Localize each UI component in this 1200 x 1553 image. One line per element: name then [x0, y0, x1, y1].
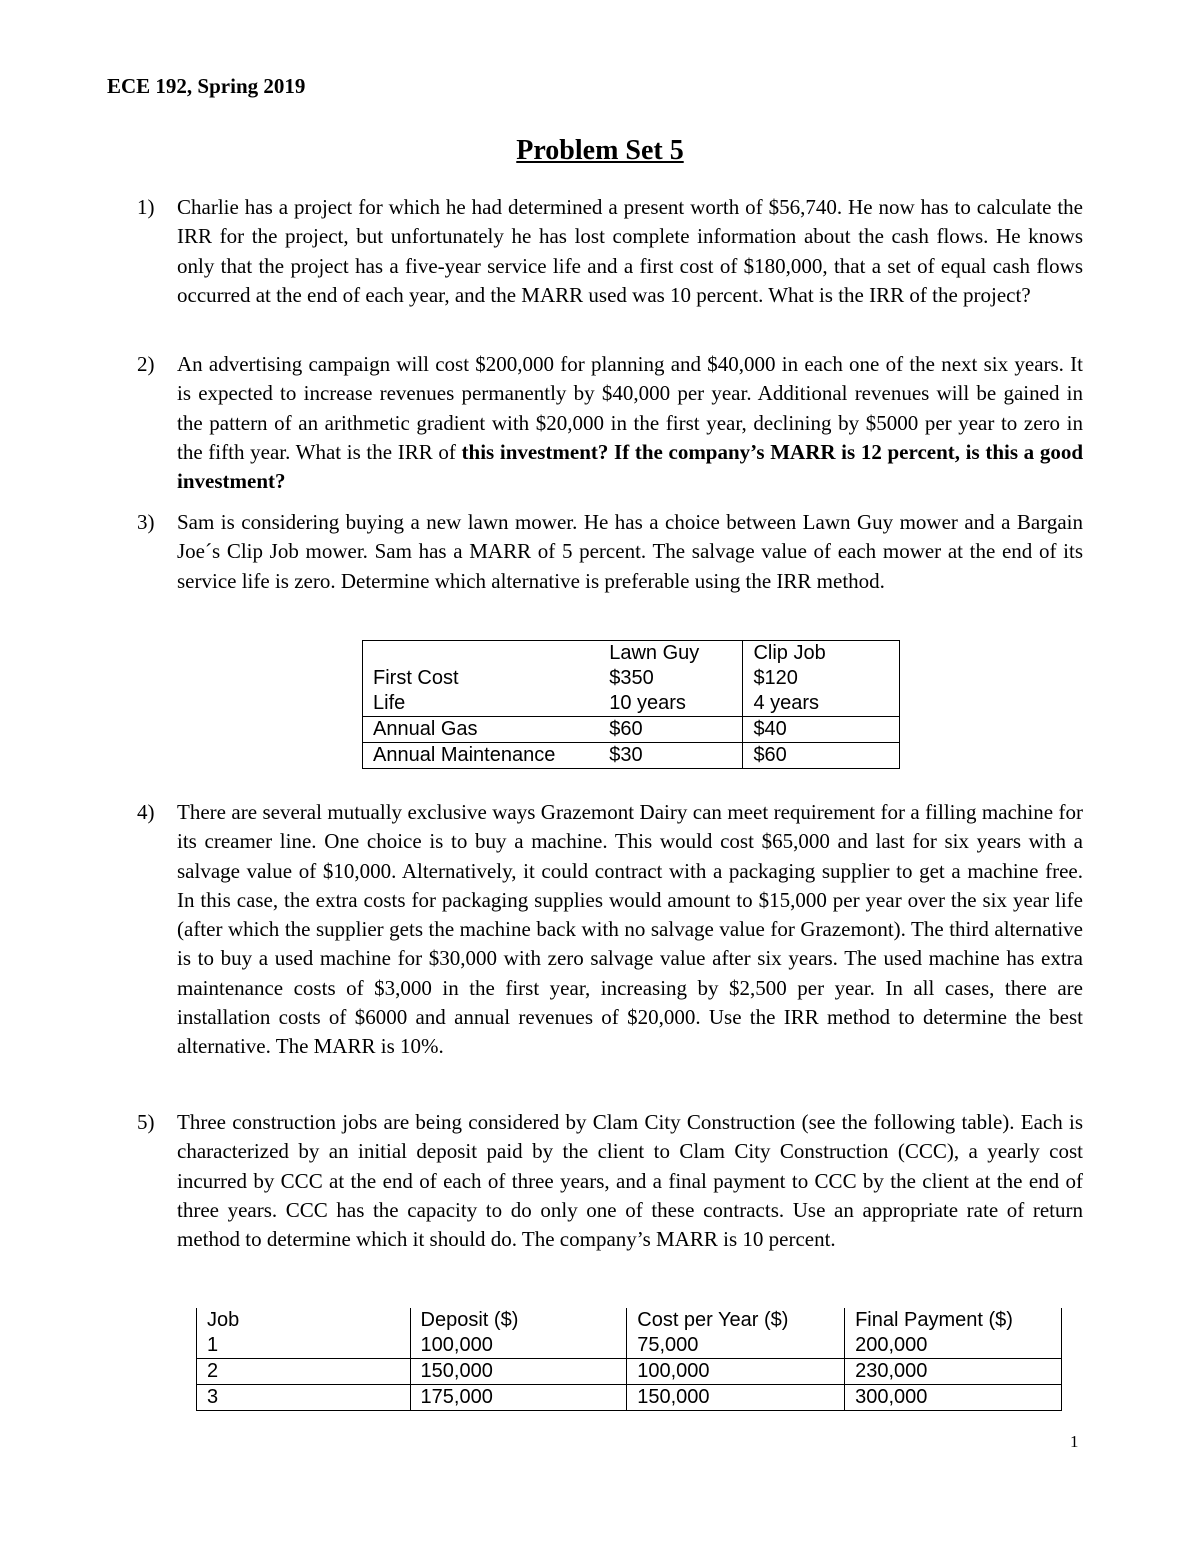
- problem-number: 3): [137, 510, 155, 534]
- problem-number: 2): [137, 352, 155, 376]
- problem-text: [177, 350, 1083, 496]
- table-cell: [363, 641, 600, 667]
- table-cell: $30: [609, 744, 643, 766]
- table-cell: $60: [743, 743, 900, 769]
- problem-text: Charlie has a project for which he had determined a present worth of $56,740. He now has to calculate the IRR for the project, but unfortunately he has lost complete information about the cash flows. He knows only that the project has a five-year service life and a first cost of $180,000, that a set of equal cash flows occurred at the end of each year, and the MARR used was 10 percent. What is the IRR of the project?: [177, 195, 1083, 307]
- table-row: [197, 1359, 1062, 1385]
- table-cell: 175,000: [410, 1385, 627, 1411]
- table-cell: $40: [743, 717, 900, 743]
- mower-table: [362, 640, 900, 769]
- problem-number: 1): [137, 195, 155, 219]
- table-cell: Life: [363, 691, 600, 717]
- page-title: Problem Set 5: [516, 135, 684, 166]
- table-cell: 230,000: [845, 1359, 1062, 1385]
- table-header-cell: Job: [197, 1308, 411, 1333]
- table-header-row: [363, 641, 900, 667]
- table-header-cell: Final Payment ($): [845, 1308, 1062, 1333]
- table-cell: 2: [197, 1359, 411, 1385]
- table-cell: 3: [197, 1385, 411, 1411]
- problem-number: 5): [137, 1110, 155, 1134]
- jobs-table: [196, 1308, 1062, 1411]
- table-header-cell: Cost per Year ($): [627, 1308, 845, 1333]
- table-row: [363, 666, 900, 691]
- table-cell: $350: [609, 667, 654, 689]
- problem-text: There are several mutually exclusive ways Grazemont Dairy can meet requirement for a filling machine for its creamer line. One choice is to buy a machine. This would cost $65,000 and last for six years with a salvage value of $10,000. Alternatively, it could contract with a packaging supplier to get a machine free. In this case, the extra costs for packaging supplies would amount to $15,000 per year over the six year life (after which the supplier gets the machine back with no salvage value for Grazemont). The third alternative is to buy a used machine for $30,000 with zero salvage value after six years. The used machine has extra maintenance costs of $3,000 in the first year, increasing by $2,500 per year. In all cases, there are installation costs of $6000 and annual revenues of $20,000. Use the IRR method to determine the best alternative. The MARR is 10%.: [177, 800, 1083, 1059]
- problem-text: Three construction jobs are being considered by Clam City Construction (see the following table). Each is characterized by an initial deposit paid by the client to Clam City Construction (CCC), a yearly cost incurred by CCC at the end of each of three years, and a final payment to CCC by the client at the end of three years. CCC has the capacity to do only one of these contracts. Use an appropriate rate of return method to determine which it should do. The company’s MARR is 10 percent.: [177, 1110, 1083, 1252]
- problem-text-regular: An advertising campaign will cost $200,000 for planning and $40,000 in each one of the next six years. It is expected to increase revenues permanently by $40,000 per year. Additional revenues will be gained in the pattern of an arithmetic gradient with $20,000 in the first year, declining by $5000 per year to zero in the fifth year. What is the IRR of: [177, 352, 1083, 464]
- table-cell: Annual Maintenance: [363, 743, 600, 769]
- table-cell: 100,000: [627, 1359, 845, 1385]
- table-row: [197, 1333, 1062, 1359]
- table-cell: 300,000: [845, 1385, 1062, 1411]
- problem-text-bold: this investment? If the company’s MARR is 12 percent, is this a good investment?: [177, 439, 1083, 494]
- page-number: 1: [1070, 1432, 1079, 1451]
- table-cell: First Cost: [363, 666, 600, 691]
- table-cell: 1: [197, 1333, 411, 1359]
- course-header: ECE 192, Spring 2019: [107, 74, 306, 98]
- table-cell: 4 years: [743, 691, 900, 717]
- table-cell: 10 years: [609, 692, 686, 714]
- table-header-cell: Clip Job: [743, 641, 900, 667]
- table-header-row: [197, 1308, 1062, 1333]
- table-cell: $60: [609, 718, 643, 740]
- table-row: [363, 717, 900, 743]
- table-row: [197, 1385, 1062, 1411]
- table-cell: 100,000: [410, 1333, 627, 1359]
- table-header-cell: Lawn Guy: [609, 642, 700, 664]
- problem-number: 4): [137, 800, 155, 824]
- table-cell: 200,000: [845, 1333, 1062, 1359]
- problem-text: Sam is considering buying a new lawn mower. He has a choice between Lawn Guy mower and a Bargain Joe´s Clip Job mower. Sam has a MARR of 5 percent. The salvage value of each mower at the end of its service life is zero. Determine which alternative is preferable using the IRR method.: [177, 510, 1083, 593]
- table-cell: Annual Gas: [363, 717, 600, 743]
- table-cell: 75,000: [627, 1333, 845, 1359]
- table-cell: 150,000: [410, 1359, 627, 1385]
- table-cell: $120: [743, 666, 900, 691]
- table-row: [363, 743, 900, 769]
- table-cell: 150,000: [627, 1385, 845, 1411]
- table-row: [363, 691, 900, 717]
- table-header-cell: Deposit ($): [410, 1308, 627, 1333]
